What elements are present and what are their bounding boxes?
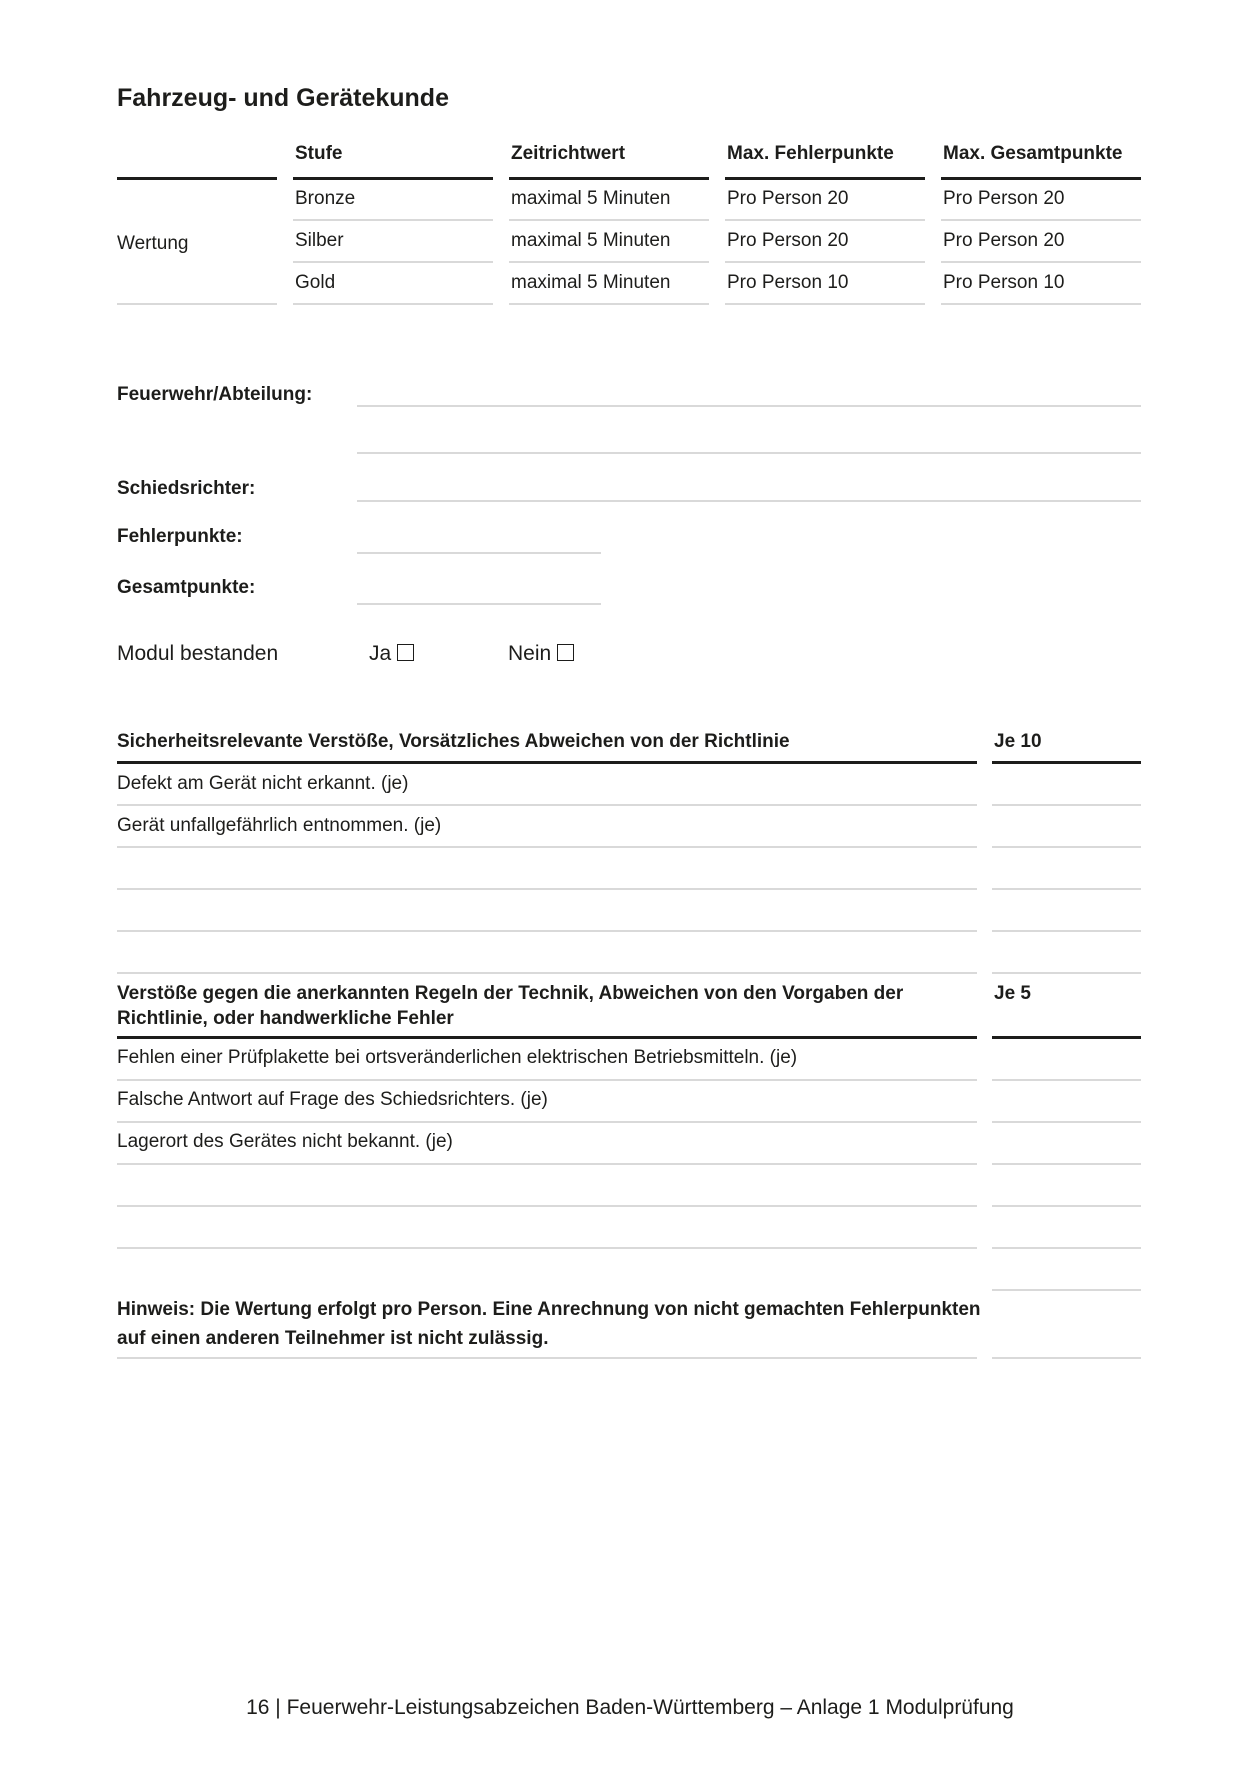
page-title: Fahrzeug- und Gerätekunde xyxy=(117,84,449,112)
section1-header: Sicherheitsrelevante Verstöße, Vorsätzliches Abweichen von der Richtlinie xyxy=(117,731,790,752)
table-cell: maximal 5 Minuten xyxy=(511,230,671,251)
ja-label: Ja xyxy=(369,642,392,665)
section2-points: Je 5 xyxy=(994,983,1031,1004)
section1-points: Je 10 xyxy=(994,731,1042,752)
hinweis-line1: Hinweis: Die Wertung erfolgt pro Person. Eine Anrechnung von nicht gemachten Fehlerpunkten xyxy=(117,1299,981,1320)
footer: 16 | Feuerwehr-Leistungsabzeichen Baden-Württemberg – Anlage 1 Modulprüfung xyxy=(246,1696,1014,1719)
fehlerpunkte-field[interactable] xyxy=(357,552,601,554)
table-cell: Pro Person 20 xyxy=(943,188,1065,209)
table-cell: Pro Person 10 xyxy=(943,272,1065,293)
table-cell: Pro Person 20 xyxy=(727,230,849,251)
list-item: Fehlen einer Prüfplakette bei ortsveränderlichen elektrischen Betriebsmitteln. (je) xyxy=(117,1047,798,1068)
feuerwehr-label: Feuerwehr/Abteilung: xyxy=(117,384,313,405)
feuerwehr-field[interactable] xyxy=(357,405,1141,407)
column-header: Stufe xyxy=(295,143,343,164)
table-cell: maximal 5 Minuten xyxy=(511,188,671,209)
section2-header-line2: Richtlinie, oder handwerkliche Fehler xyxy=(117,1008,454,1029)
table-cell: Silber xyxy=(295,230,344,251)
list-item: Falsche Antwort auf Frage des Schiedsrichters. (je) xyxy=(117,1089,548,1110)
gesamtpunkte-label: Gesamtpunkte: xyxy=(117,577,256,598)
schiedsrichter-label: Schiedsrichter: xyxy=(117,478,256,499)
feuerwehr-field-2[interactable] xyxy=(357,452,1141,454)
section2-header-line1: Verstöße gegen die anerkannten Regeln der Technik, Abweichen von den Vorgaben der xyxy=(117,983,904,1004)
schiedsrichter-field[interactable] xyxy=(357,500,1141,502)
list-item: Gerät unfallgefährlich entnommen. (je) xyxy=(117,815,442,836)
table-cell: Pro Person 10 xyxy=(727,272,849,293)
table-cell: maximal 5 Minuten xyxy=(511,272,671,293)
table-cell: Pro Person 20 xyxy=(727,188,849,209)
table-cell: Pro Person 20 xyxy=(943,230,1065,251)
fehlerpunkte-label: Fehlerpunkte: xyxy=(117,526,243,547)
nein-label: Nein xyxy=(508,642,552,665)
gesamtpunkte-field[interactable] xyxy=(357,603,601,605)
hinweis-line2: auf einen anderen Teilnehmer ist nicht zulässig. xyxy=(117,1328,549,1349)
list-item: Defekt am Gerät nicht erkannt. (je) xyxy=(117,773,409,794)
list-item: Lagerort des Gerätes nicht bekannt. (je) xyxy=(117,1131,453,1152)
row-label: Wertung xyxy=(117,233,189,254)
column-header: Max. Fehlerpunkte xyxy=(727,143,894,164)
nein-option[interactable] xyxy=(508,642,574,666)
nein-checkbox[interactable] xyxy=(557,644,574,661)
table-cell: Gold xyxy=(295,272,336,293)
column-header: Max. Gesamtpunkte xyxy=(943,143,1123,164)
ja-checkbox[interactable] xyxy=(397,644,414,661)
modul-label: Modul bestanden xyxy=(117,642,279,665)
column-header: Zeitrichtwert xyxy=(511,143,626,164)
ja-option[interactable] xyxy=(369,642,414,666)
table-cell: Bronze xyxy=(295,188,356,209)
